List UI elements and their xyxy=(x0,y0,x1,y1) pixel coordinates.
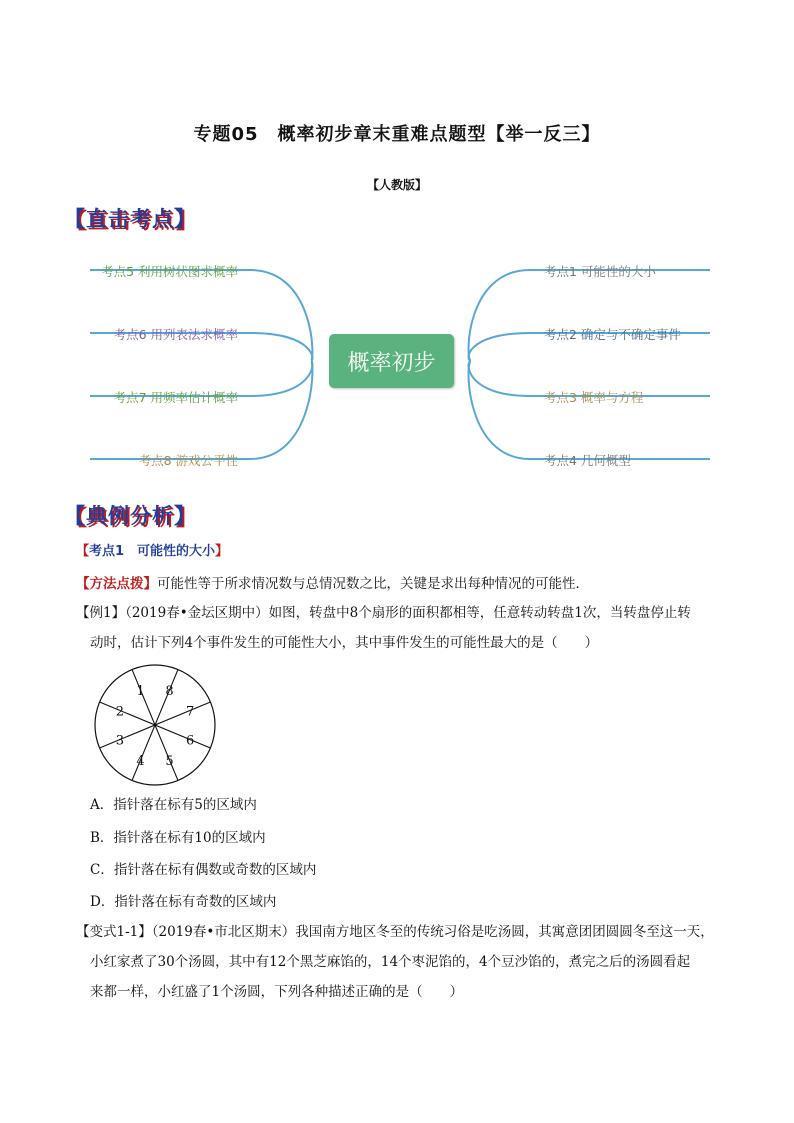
spinner-number-5: 5 xyxy=(165,754,174,770)
mindmap-left-item-3: 考点7 用频率估计概率 xyxy=(113,390,238,405)
mindmap-left-item-2: 考点6 用列表法求概率 xyxy=(113,327,238,342)
mindmap-right-item-3: 考点3 概率与方程 xyxy=(544,390,644,405)
mindmap-right-item-2: 考点2 确定与不确定事件 xyxy=(544,327,681,342)
section-header-examples: 【典例分析】 xyxy=(64,504,196,528)
point1-title: 考点1 可能性的大小 xyxy=(89,544,216,559)
spinner-number-2: 2 xyxy=(115,704,125,720)
example1-line1: 【例1】（2019春•金坛区期中）如图，转盘中8个扇形的面积都相等，任意转动转盘1次，当转盘停止转 xyxy=(76,605,691,621)
method-label: 【方法点拨】 xyxy=(76,576,157,592)
variant1-line1: 【变式1-1】（2019春•市北区期末）我国南方地区冬至的传统习俗是吃汤圆，其寓意团团圆圆冬至这一天， xyxy=(76,924,714,940)
point1-bracket-open: 【 xyxy=(76,544,90,559)
example1-option-b: B．指针落在标有10的区域内 xyxy=(90,830,266,846)
mindmap-left-item-1: 考点5 利用树状图求概率 xyxy=(101,264,238,279)
method-text: 可能性等于所求情况数与总情况数之比，关键是求出每种情况的可能性． xyxy=(157,576,589,592)
point1-heading xyxy=(76,540,228,559)
edition-label: 【人教版】 xyxy=(366,178,427,192)
mindmap-left-branch-1 xyxy=(90,270,312,361)
example1-option-c: C．指针落在标有偶数或奇数的区域内 xyxy=(90,862,317,878)
mindmap-right-branch-1 xyxy=(469,270,710,361)
mindmap-left-branch-4 xyxy=(90,361,312,459)
spinner-number-4: 4 xyxy=(136,754,145,770)
spinner-number-6: 6 xyxy=(185,733,195,749)
mindmap-right-branch-4 xyxy=(469,361,710,459)
document-title: 专题05 概率初步章末重难点题型【举一反三】 xyxy=(193,124,601,145)
example1-option-d: D．指针落在标有奇数的区域内 xyxy=(90,894,277,910)
spinner-number-3: 3 xyxy=(115,733,125,749)
mindmap-center-node: 概率初步 xyxy=(329,334,454,388)
variant1-line3: 来都一样，小红盛了1个汤圆，下列各种描述正确的是（ ） xyxy=(90,984,464,1000)
variant1-line2: 小红家煮了30个汤圆，其中有12个黑芝麻馅的，14个枣泥馅的，4个豆沙馅的，煮完之后的汤圆看起 xyxy=(90,954,691,970)
spinner-number-1: 1 xyxy=(136,683,145,699)
section-header-kaodian: 【直击考点】 xyxy=(64,207,196,231)
spinner-number-7: 7 xyxy=(185,704,195,720)
mindmap-left-item-4: 考点8 游戏公平性 xyxy=(138,453,238,468)
spinner-number-8: 8 xyxy=(165,683,174,699)
point1-bracket-close: 】 xyxy=(215,544,229,559)
spinner-figure xyxy=(92,662,218,788)
mindmap-right-item-1: 考点1 可能性的大小 xyxy=(544,264,656,279)
example1-line2: 动时，估计下列4个事件发生的可能性大小，其中事件发生的可能性最大的是（ ） xyxy=(90,635,599,651)
method-tip xyxy=(76,572,589,592)
example1-option-a: A．指针落在标有5的区域内 xyxy=(90,797,257,813)
mindmap-right-item-4: 考点4 几何概型 xyxy=(544,453,631,468)
